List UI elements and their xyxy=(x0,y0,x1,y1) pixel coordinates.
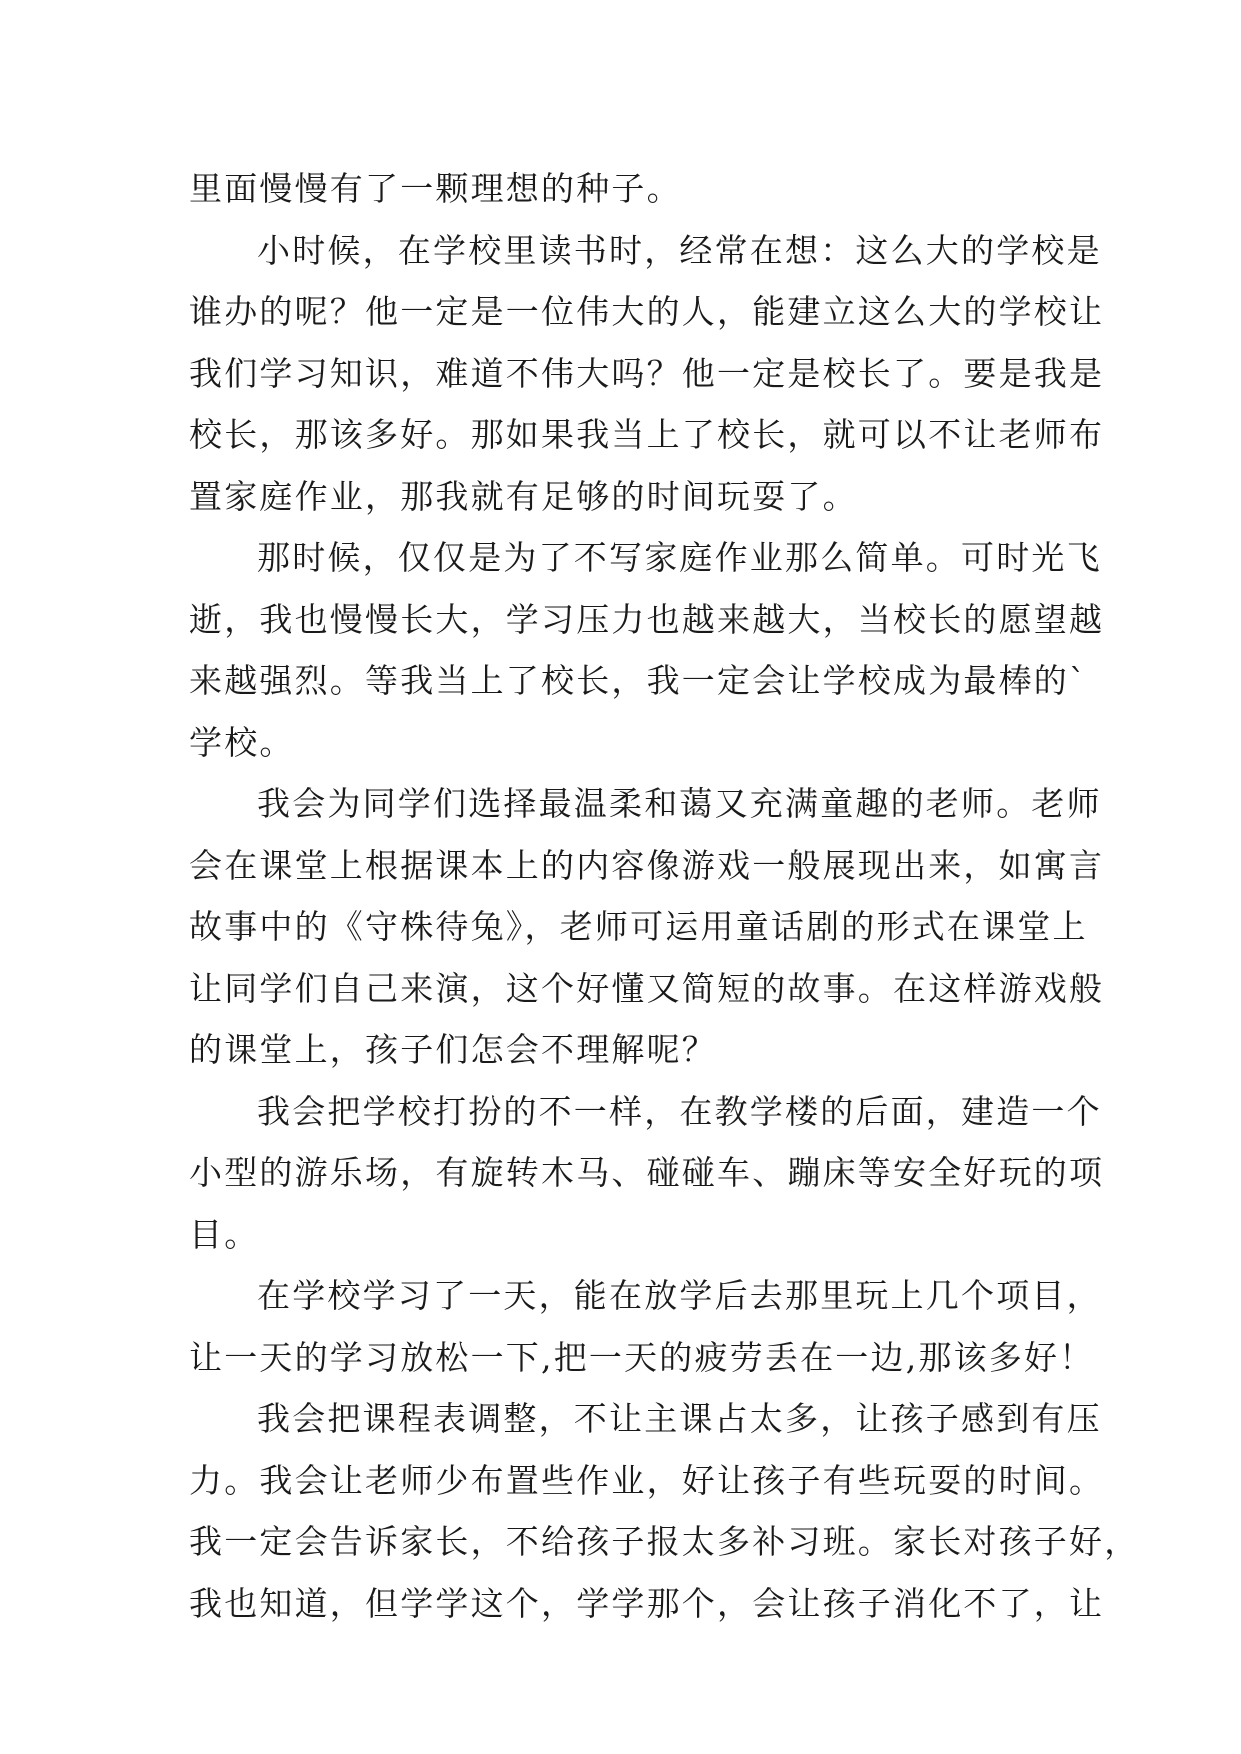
text-line: 置家庭作业，那我就有足够的时间玩耍了。 xyxy=(189,476,858,516)
text-line: 我会把学校打扮的不一样，在教学楼的后面，建造一个 xyxy=(257,1091,1102,1131)
text-line: 让同学们自己来演，这个好懂又简短的故事。在这样游戏般 xyxy=(189,968,1105,1008)
text-line: 学校。 xyxy=(189,722,295,762)
text-line: 我一定会告诉家长，不给孩子报太多补习班。家长对孩子好， xyxy=(189,1522,1140,1561)
text-line: 里面慢慢有了一颗理想的种子。 xyxy=(189,169,682,208)
body-text xyxy=(189,158,1140,1634)
text-line: 谁办的呢？他一定是一位伟大的人，能建立这么大的学校让 xyxy=(189,292,1105,331)
text-line: 故事中的《守株待兔》，老师可运用童话剧的形式在课堂上 xyxy=(189,907,1088,946)
text-line: 那时候，仅仅是为了不写家庭作业那么简单。可时光飞 xyxy=(257,538,1102,577)
text-line: 来越强烈。等我当上了校长，我一定会让学校成为最棒的` xyxy=(189,661,1088,700)
text-line: 小型的游乐场，有旋转木马、碰碰车、蹦床等安全好玩的项 xyxy=(189,1153,1105,1192)
text-line: 小时候，在学校里读书时，经常在想：这么大的学校是 xyxy=(257,230,1102,270)
text-line: 我会把课程表调整，不让主课占太多，让孩子感到有压 xyxy=(257,1399,1102,1438)
text-line: 逝，我也慢慢长大，学习压力也越来越大，当校长的愿望越 xyxy=(189,599,1105,639)
text-line: 目。 xyxy=(189,1214,260,1254)
text-line: 校长，那该多好。那如果我当上了校长，就可以不让老师布 xyxy=(189,415,1105,454)
text-line: 我也知道，但学学这个，学学那个，会让孩子消化不了，让 xyxy=(189,1583,1105,1623)
text-line: 我会为同学们选择最温柔和蔼又充满童趣的老师。老师 xyxy=(257,784,1102,823)
text-line: 在学校学习了一天，能在放学后去那里玩上几个项目， xyxy=(257,1276,1102,1315)
text-line: 力。我会让老师少布置些作业，好让孩子有些玩耍的时间。 xyxy=(189,1460,1105,1500)
text-line: 的课堂上，孩子们怎会不理解呢？ xyxy=(189,1030,717,1069)
text-line: 让一天的学习放松一下,把一天的疲劳丢在一边,那该多好！ xyxy=(189,1337,1095,1377)
text-line: 会在课堂上根据课本上的内容像游戏一般展现出来，如寓言 xyxy=(189,845,1105,885)
text-line: 我们学习知识，难道不伟大吗？他一定是校长了。要是我是 xyxy=(189,353,1105,393)
